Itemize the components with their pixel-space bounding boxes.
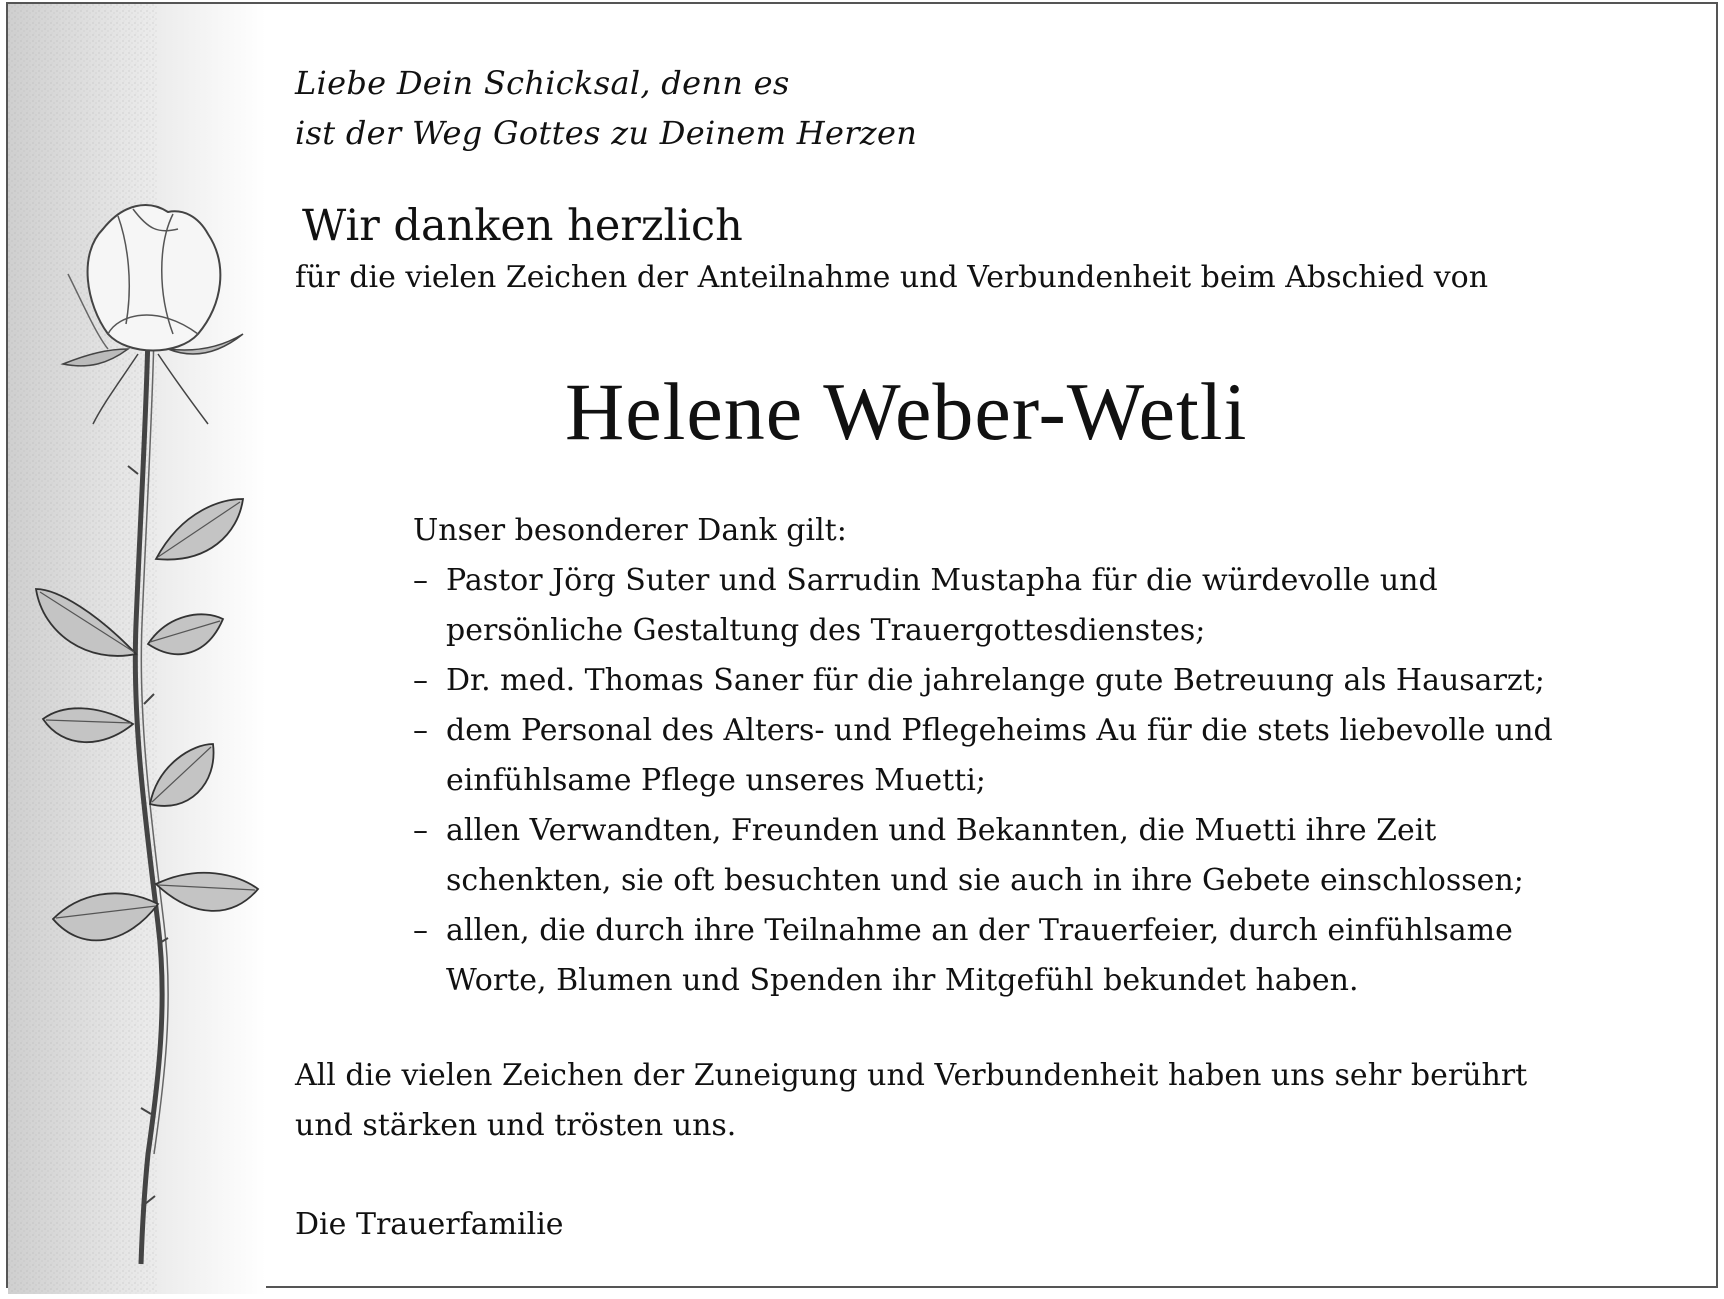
list-dash: –	[413, 563, 428, 598]
deceased-name: Helene Weber-Wetli	[565, 366, 1248, 457]
closing-paragraph	[295, 1051, 1527, 1151]
closing-line: und stärken und trösten uns.	[295, 1108, 737, 1143]
list-item-text: Dr. med. Thomas Saner für die jahrelange gute Betreuung als Hausarzt;	[446, 663, 1545, 698]
signature: Die Trauerfamilie	[295, 1207, 564, 1242]
list-dash: –	[413, 663, 428, 698]
list-item	[413, 906, 1553, 1006]
motto-quote	[295, 58, 917, 158]
list-dash: –	[413, 913, 428, 948]
closing-line: All die vielen Zeichen der Zuneigung und Verbundenheit haben uns sehr berührt	[295, 1058, 1528, 1093]
list-item-text: schenkten, sie oft besuchten und sie auch in ihre Gebete einschlossen;	[446, 863, 1524, 898]
thanks-heading: Wir danken herzlich	[302, 201, 743, 251]
list-item-text: einfühlsame Pflege unseres Muetti;	[446, 763, 986, 798]
thanks-subline: für die vielen Zeichen der Anteilnahme und Verbundenheit beim Abschied von	[295, 260, 1489, 295]
dank-list	[413, 506, 1553, 1006]
list-item	[413, 806, 1553, 906]
list-dash: –	[413, 813, 428, 848]
list-dash: –	[413, 713, 428, 748]
rose-illustration-icon	[8, 4, 266, 1294]
list-item	[413, 706, 1553, 806]
list-item-text: dem Personal des Alters- und Pflegeheims Au für die stets liebevolle und	[446, 713, 1553, 748]
list-item-text: allen Verwandten, Freunden und Bekannten, die Muetti ihre Zeit	[446, 813, 1437, 848]
list-item-text: Worte, Blumen und Spenden ihr Mitgefühl bekundet haben.	[446, 963, 1359, 998]
dank-intro: Unser besonderer Dank gilt:	[413, 513, 847, 548]
list-item-text: Pastor Jörg Suter und Sarrudin Mustapha für die würdevolle und	[446, 563, 1438, 598]
motto-line: ist der Weg Gottes zu Deinem Herzen	[295, 114, 918, 152]
list-item-text: persönliche Gestaltung des Trauergottesdienstes;	[446, 613, 1206, 648]
list-item	[413, 656, 1553, 706]
motto-line: Liebe Dein Schicksal, denn es	[295, 64, 790, 102]
list-item-text: allen, die durch ihre Teilnahme an der Trauerfeier, durch einfühlsame	[446, 913, 1513, 948]
list-item	[413, 556, 1553, 656]
